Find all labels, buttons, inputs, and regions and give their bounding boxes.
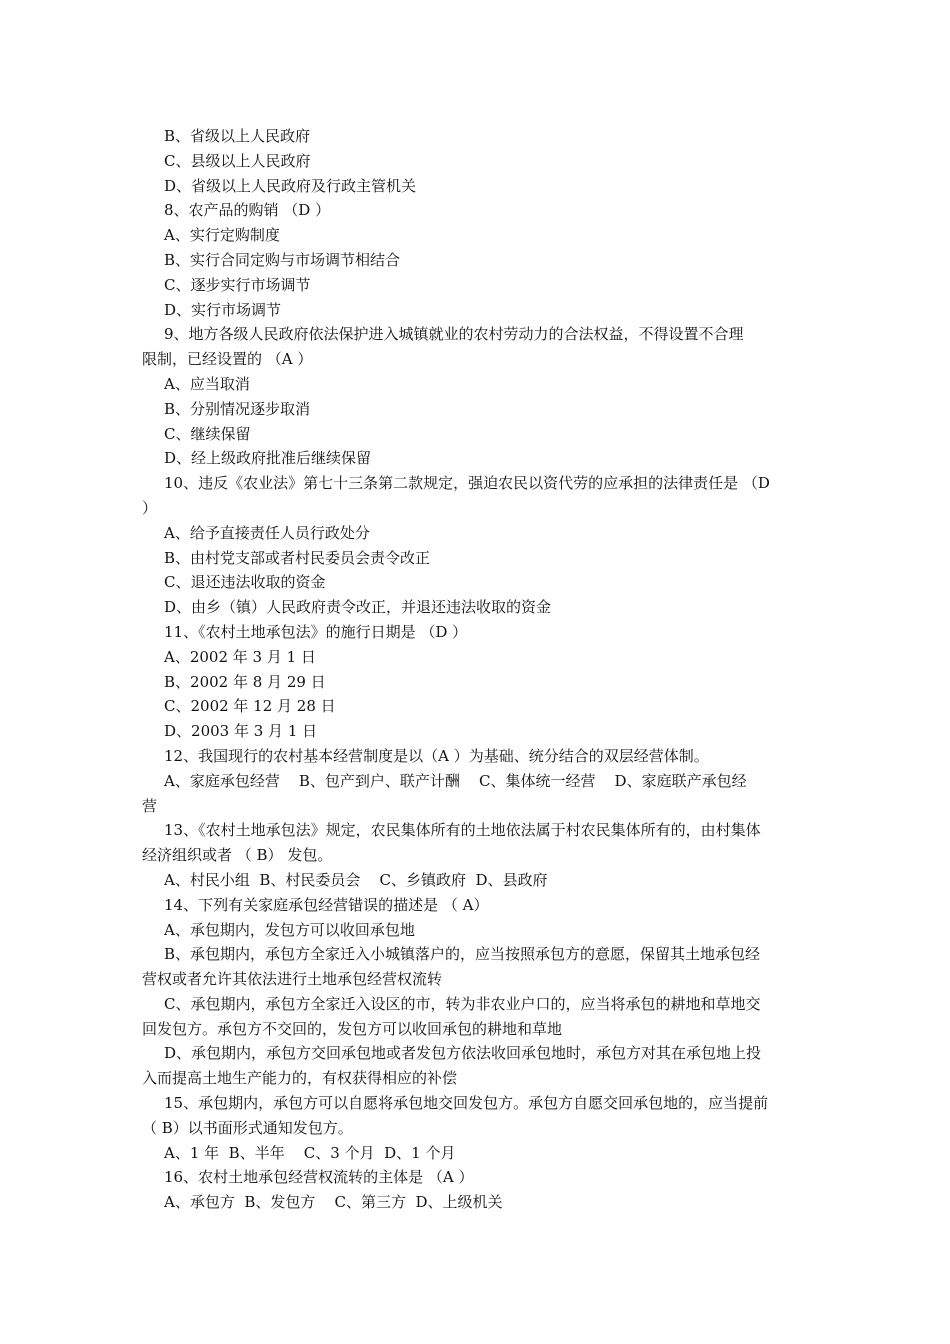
text-line: C、退还违法收取的资金 (164, 573, 326, 592)
text-line: 9、地方各级人民政府依法保护进入城镇就业的农村劳动力的合法权益，不得设置不合理 (164, 325, 744, 344)
text-line: A、实行定购制度 (164, 226, 280, 245)
text-line: C、继续保留 (164, 424, 251, 443)
text-line: 回发包方。承包方不交回的，发包方可以收回承包的耕地和草地 (142, 1019, 563, 1038)
text-line: D、承包期内，承包方交回承包地或者发包方依法收回承包地时，承包方对其在承包地上投 (164, 1044, 762, 1063)
text-line: C、2002 年 12 月 28 日 (164, 697, 336, 716)
text-line: C、县级以上人民政府 (164, 151, 311, 170)
text-line: B、由村党支部或者村民委员会责令改正 (164, 548, 431, 567)
text-line: D、经上级政府批准后继续保留 (164, 449, 372, 468)
text-line: 14、下列有关家庭承包经营错误的描述是 （ A） (164, 895, 489, 914)
text-line: D、2003 年 3 月 1 日 (164, 722, 318, 741)
text-line: B、2002 年 8 月 29 日 (164, 672, 326, 691)
text-line: D、由乡（镇）人民政府责令改正，并退还违法收取的资金 (164, 598, 552, 617)
text-line: 11、《农村土地承包法》的施行日期是 （D ） (164, 622, 468, 641)
text-line: B、省级以上人民政府 (164, 127, 311, 145)
text-line: A、家庭承包经营 B、包产到户、联产计酬 C、集体统一经营 D、家庭联产承包经 (164, 771, 747, 790)
text-line: 13、《农村土地承包法》规定，农民集体所有的土地依法属于村农民集体所有的，由村集体 (164, 821, 761, 840)
text-line: 限制，已经设置的 （A ） (142, 350, 313, 369)
text-line: C、承包期内，承包方全家迁入设区的市，转为非农业户口的，应当将承包的耕地和草地交 (164, 994, 761, 1013)
text-line: 16、农村土地承包经营权流转的主体是 （A ） (164, 1168, 474, 1187)
text-line: D、实行市场调节 (164, 300, 282, 319)
text-line: B、承包期内，承包方全家迁入小城镇落户的，应当按照承包方的意愿，保留其土地承包经 (164, 945, 761, 964)
text-line: 8、农产品的购销 （D ） (164, 201, 331, 220)
text-line: 15、承包期内，承包方可以自愿将承包地交回发包方。承包方自愿交回承包地的，应当提前 (164, 1094, 769, 1113)
text-line: C、逐步实行市场调节 (164, 275, 311, 294)
text-line: B、分别情况逐步取消 (164, 399, 311, 418)
text-line: 营权或者允许其依法进行土地承包经营权流转 (142, 970, 443, 989)
text-line: A、村民小组 B、村民委员会 C、乡镇政府 D、县政府 (164, 870, 548, 889)
text-line: A、给予直接责任人员行政处分 (164, 523, 370, 542)
document-body (142, 124, 812, 1215)
text-line: A、承包期内，发包方可以收回承包地 (164, 920, 415, 939)
text-line: A、应当取消 (164, 374, 250, 393)
text-line: ） (142, 498, 158, 517)
text-line: 入而提高土地生产能力的，有权获得相应的补偿 (142, 1069, 458, 1088)
text-line: 10、违反《农业法》第七十三条第二款规定，强迫农民以资代劳的应承担的法律责任是 （D (164, 474, 770, 493)
text-line: 12、我国现行的农村基本经营制度是以（A ）为基础、统分结合的双层经营体制。 (164, 746, 709, 765)
text-line: A、承包方 B、发包方 C、第三方 D、上级机关 (164, 1193, 503, 1212)
text-line: 经济组织或者 （ B） 发包。 (142, 846, 333, 865)
text-line: D、省级以上人民政府及行政主管机关 (164, 176, 417, 195)
text-line: A、1 年 B、半年 C、3 个月 D、1 个月 (164, 1143, 456, 1162)
text-line: A、2002 年 3 月 1 日 (164, 647, 316, 666)
text-line: 营 (142, 796, 158, 815)
text-line: （ B）以书面形式通知发包方。 (142, 1118, 353, 1137)
text-line: B、实行合同定购与市场调节相结合 (164, 250, 401, 269)
